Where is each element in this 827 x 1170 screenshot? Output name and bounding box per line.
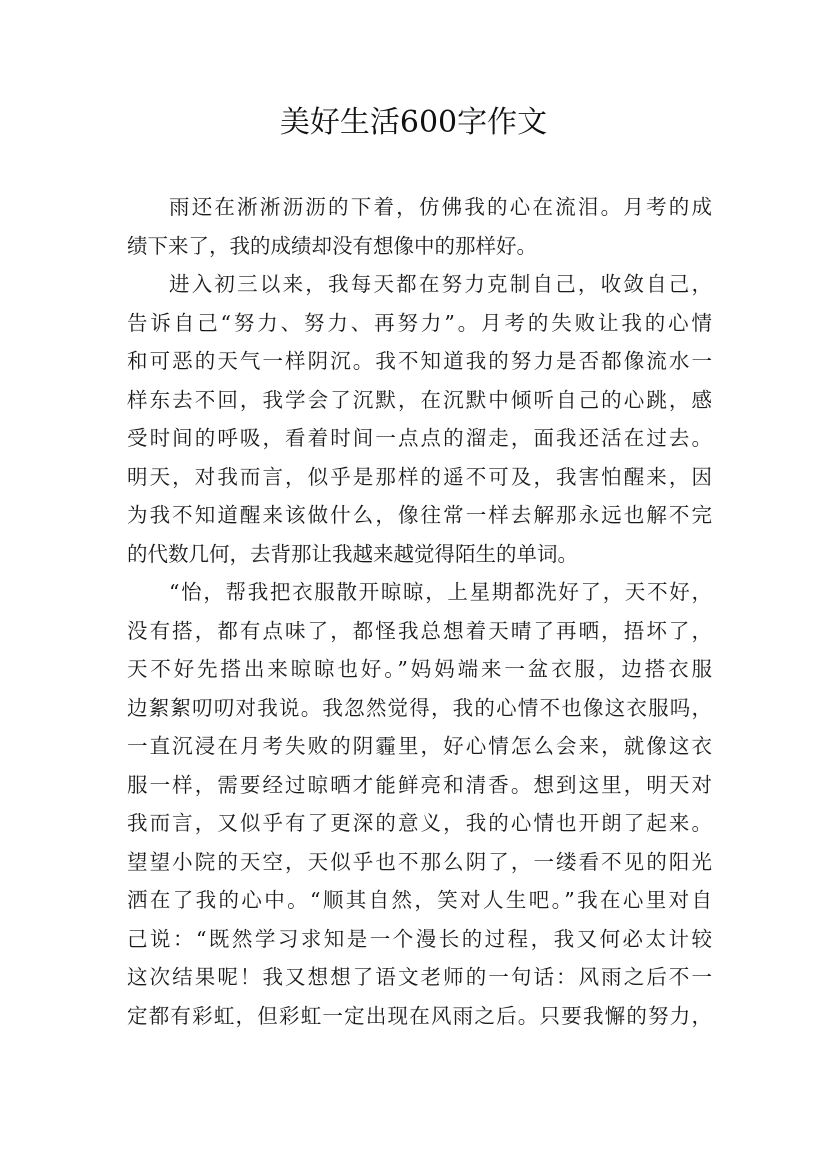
text-line: 这次结果呢！我又想想了语文老师的一句话：风雨之后不一 (127, 965, 712, 989)
text-line: 洒在了我的心中。“顺其自然，笑对人生吧。”我在心里对自 (127, 888, 712, 912)
document-title: 美好生活600字作文 (279, 105, 548, 140)
text-line: 服一样，需要经过晾晒才能鲜亮和清香。想到这里，明天对 (127, 772, 712, 797)
text-line: 和可恶的天气一样阴沉。我不知道我的努力是否都像流水一 (127, 349, 712, 373)
text-line: 样东去不回，我学会了沉默，在沉默中倾听自己的心跳，感 (127, 387, 712, 412)
text-line: 没有搭，都有点味了，都怪我总想着天晴了再晒，捂坏了， (127, 618, 712, 643)
text-line: 雨还在淅淅沥沥的下着，仿佛我的心在流泪。月考的成 (169, 195, 712, 219)
text-line: 进入初三以来，我每天都在努力克制自己，收敛自己， (169, 272, 712, 296)
text-line: 己说：“既然学习求知是一个漫长的过程，我又何必太计较 (127, 926, 712, 951)
text-line: 天不好先搭出来晾晾也好。”妈妈端来一盆衣服，边搭衣服 (127, 657, 712, 681)
text-line: 一直沉浸在月考失败的阴霾里，好心情怎么会来，就像这衣 (127, 734, 712, 758)
text-line: 受时间的呼吸，看着时间一点点的溜走，面我还活在过去。 (127, 426, 712, 450)
text-line: 明天，对我而言，似乎是那样的遥不可及，我害怕醒来，因 (127, 464, 712, 489)
text-line: 我而言，又似乎有了更深的意义，我的心情也开朗了起来。 (127, 811, 712, 835)
text-line: 边絮絮叨叨对我说。我忽然觉得，我的心情不也像这衣服吗， (127, 695, 712, 720)
text-line: 的代数几何，去背那让我越来越觉得陌生的单词。 (127, 541, 578, 566)
text-line: 望望小院的天空，天似乎也不那么阴了，一缕看不见的阳光 (127, 849, 712, 874)
text-line: 定都有彩虹，但彩虹一定出现在风雨之后。只要我懈的努力， (127, 1003, 712, 1028)
document-body (127, 188, 712, 1035)
text-line: 告诉自己“努力、努力、再努力”。月考的失败让我的心情 (127, 310, 712, 335)
text-line: 为我不知道醒来该做什么，像往常一样去解那永远也解不完 (127, 503, 712, 527)
text-line: “怡，帮我把衣服散开晾晾，上星期都洗好了，天不好， (169, 580, 712, 604)
text-line: 绩下来了，我的成绩却没有想像中的那样好。 (127, 233, 537, 258)
